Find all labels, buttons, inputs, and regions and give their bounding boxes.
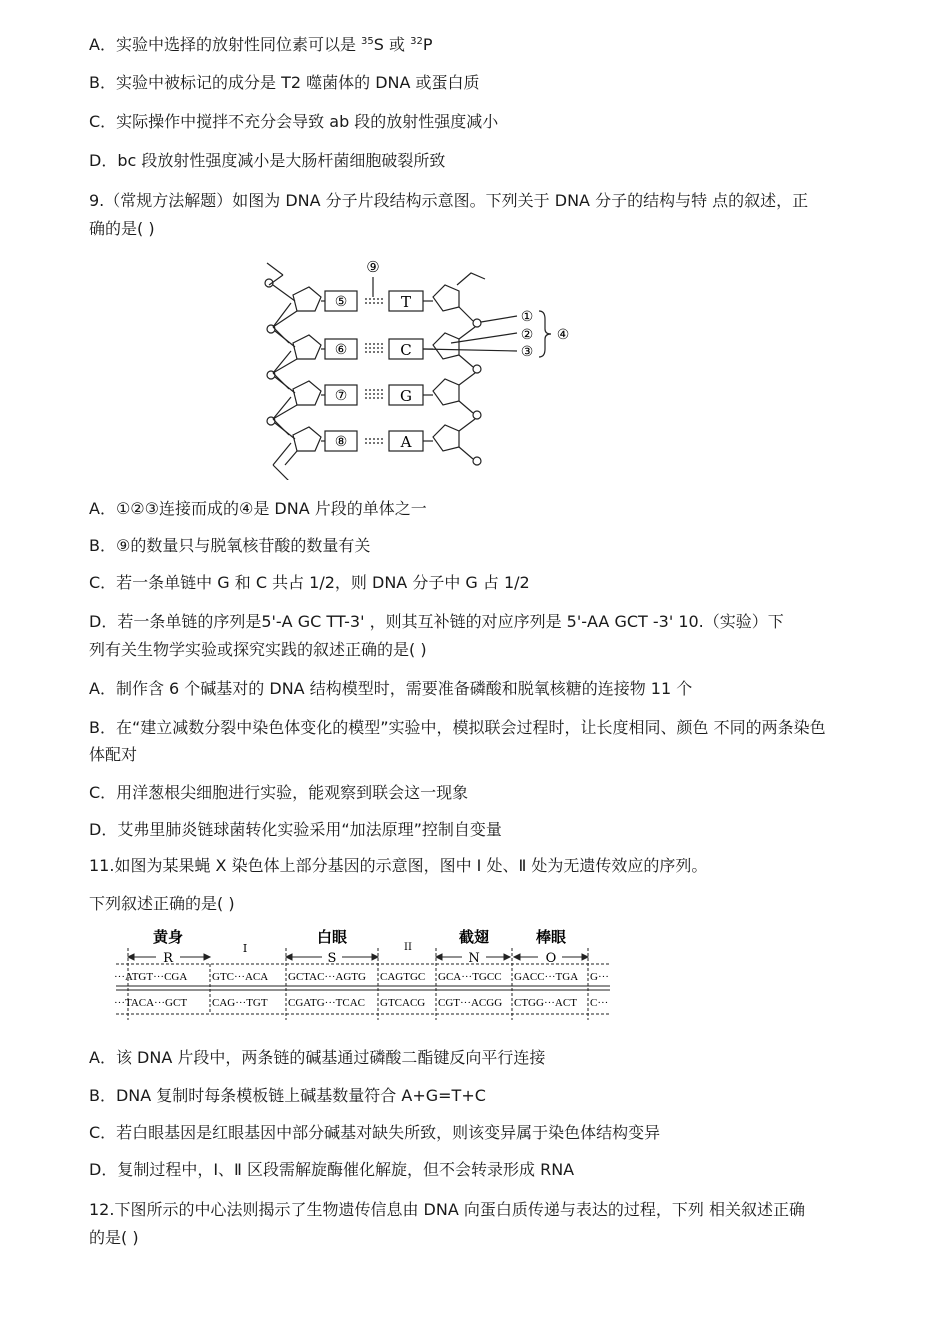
bottom-seq-5: CGT···ACGG: [438, 997, 503, 1009]
label-6: ⑥: [334, 342, 348, 358]
top-seq-6: GACC···TGA: [514, 971, 579, 983]
q9-option-d-line2: 列有关生物学实验或探究实践的叙述正确的是( ): [89, 640, 427, 659]
bottom-seq-1: ···TACA···GCT: [114, 997, 188, 1009]
q8-option-b: B．实验中被标记的成分是 T2 噬菌体的 DNA 或蛋白质: [89, 73, 480, 92]
label-8: ⑧: [334, 434, 348, 450]
gene-letter-o: O: [545, 951, 557, 966]
label-5: ⑤: [334, 294, 348, 310]
label-2: ②: [520, 327, 534, 343]
gene-label-cut-wing: 截翅: [458, 928, 490, 946]
gene-map-diagram: [110, 924, 620, 1024]
q8-option-c: C．实际操作中搅拌不充分会导致 ab 段的放射性强度减小: [89, 112, 499, 131]
bottom-seq-2: CAG···TGT: [212, 997, 268, 1009]
label-7: ⑦: [334, 388, 348, 404]
q10-option-b-line1: B．在“建立减数分裂中染色体变化的模型”实验中，模拟联会过程时，让长度相同、颜色 不同的两条染色: [89, 718, 826, 737]
top-seq-2: GTC···ACA: [212, 971, 269, 983]
q10-option-b-line2: 体配对: [89, 745, 138, 764]
base-c: C: [400, 341, 412, 359]
spacer-label-1: I: [242, 942, 248, 955]
top-seq-4: CAGTGC: [380, 971, 426, 983]
q12-stem-line2: 的是( ): [89, 1228, 139, 1247]
base-a: A: [400, 433, 412, 451]
spacer-label-2: II: [404, 942, 412, 953]
q9-stem-line1: 9.（常规方法解题）如图为 DNA 分子片段结构示意图。下列关于 DNA 分子的结构与特 点的叙述，正: [89, 191, 809, 210]
q11-stem-line2: 下列叙述正确的是( ): [89, 894, 235, 913]
gene-letter-n: N: [468, 951, 480, 966]
sulfur-mass-number: 35: [361, 36, 374, 47]
top-seq-7: G···: [590, 971, 609, 983]
gene-letter-s: S: [327, 951, 337, 966]
dna-structure-diagram: [255, 255, 585, 480]
label-4: ④: [556, 327, 570, 343]
q8-option-a-text: A．实验中选择的放射性同位素可以是: [89, 35, 362, 54]
q12-stem-line1: 12.下图所示的中心法则揭示了生物遗传信息由 DNA 向蛋白质传递与表达的过程，下列 相关叙述正确: [89, 1200, 805, 1219]
bottom-seq-3: CGATG···TCAC: [288, 997, 365, 1009]
gene-label-bar-eye: 棒眼: [535, 928, 567, 946]
bottom-seq-7: C···: [590, 997, 609, 1009]
q8-option-d: D．bc 段放射性强度减小是大肠杆菌细胞破裂所致: [89, 151, 446, 170]
bottom-seq-6: CTGG···ACT: [514, 997, 577, 1009]
q11-option-b: B．DNA 复制时每条模板链上碱基数量符合 A+G=T+C: [89, 1086, 486, 1105]
q11-option-a: A．该 DNA 片段中，两条链的碱基通过磷酸二酯键反向平行连接: [89, 1048, 546, 1067]
q11-stem-line1: 11.如图为某果蝇 X 染色体上部分基因的示意图，图中 I 处、Ⅱ 处为无遗传效应的序列。: [89, 856, 708, 875]
sulfur-symbol: S 或: [373, 35, 411, 54]
phosphorus-mass-number: 32: [410, 36, 423, 47]
label-9: ⑨: [366, 258, 380, 276]
top-seq-3: GCTAC···AGTG: [288, 971, 366, 983]
bottom-seq-4: GTCACG: [380, 997, 426, 1009]
q10-option-a: A．制作含 6 个碱基对的 DNA 结构模型时，需要准备磷酸和脱氧核糖的连接物 11 个: [89, 679, 693, 698]
gene-letter-r: R: [163, 951, 173, 966]
q9-option-d-line1: D．若一条单链的序列是5'-A GC TT-3' ，则其互补链的对应序列是 5'-AA GCT -3' 10.（实验）下: [89, 612, 784, 631]
q9-stem-line2: 确的是( ): [89, 219, 155, 238]
q9-option-b: B．⑨的数量只与脱氧核苷酸的数量有关: [89, 536, 371, 555]
gene-label-white-eye: 白眼: [316, 928, 348, 946]
q8-option-a: [89, 35, 433, 55]
base-g: G: [400, 387, 412, 405]
q9-option-a: A．①②③连接而成的④是 DNA 片段的单体之一: [89, 499, 427, 518]
phosphorus-symbol: P: [422, 35, 433, 54]
q11-option-d: D．复制过程中，I、Ⅱ 区段需解旋酶催化解旋，但不会转录形成 RNA: [89, 1160, 575, 1179]
gene-label-yellow-body: 黄身: [152, 928, 184, 946]
q10-option-c: C．用洋葱根尖细胞进行实验，能观察到联会这一现象: [89, 783, 469, 802]
q11-option-c: C．若白眼基因是红眼基因中部分碱基对缺失所致，则该变异属于染色体结构变异: [89, 1123, 661, 1142]
base-t: T: [400, 293, 412, 311]
label-1: ①: [520, 309, 534, 325]
top-seq-1: ···ATGT···CGA: [114, 971, 188, 983]
q9-option-c: C．若一条单链中 G 和 C 共占 1/2，则 DNA 分子中 G 占 1/2: [89, 573, 530, 592]
q10-option-d: D．艾弗里肺炎链球菌转化实验采用“加法原理”控制自变量: [89, 820, 502, 839]
label-3: ③: [520, 344, 534, 360]
top-seq-5: GCA···TGCC: [438, 971, 502, 983]
